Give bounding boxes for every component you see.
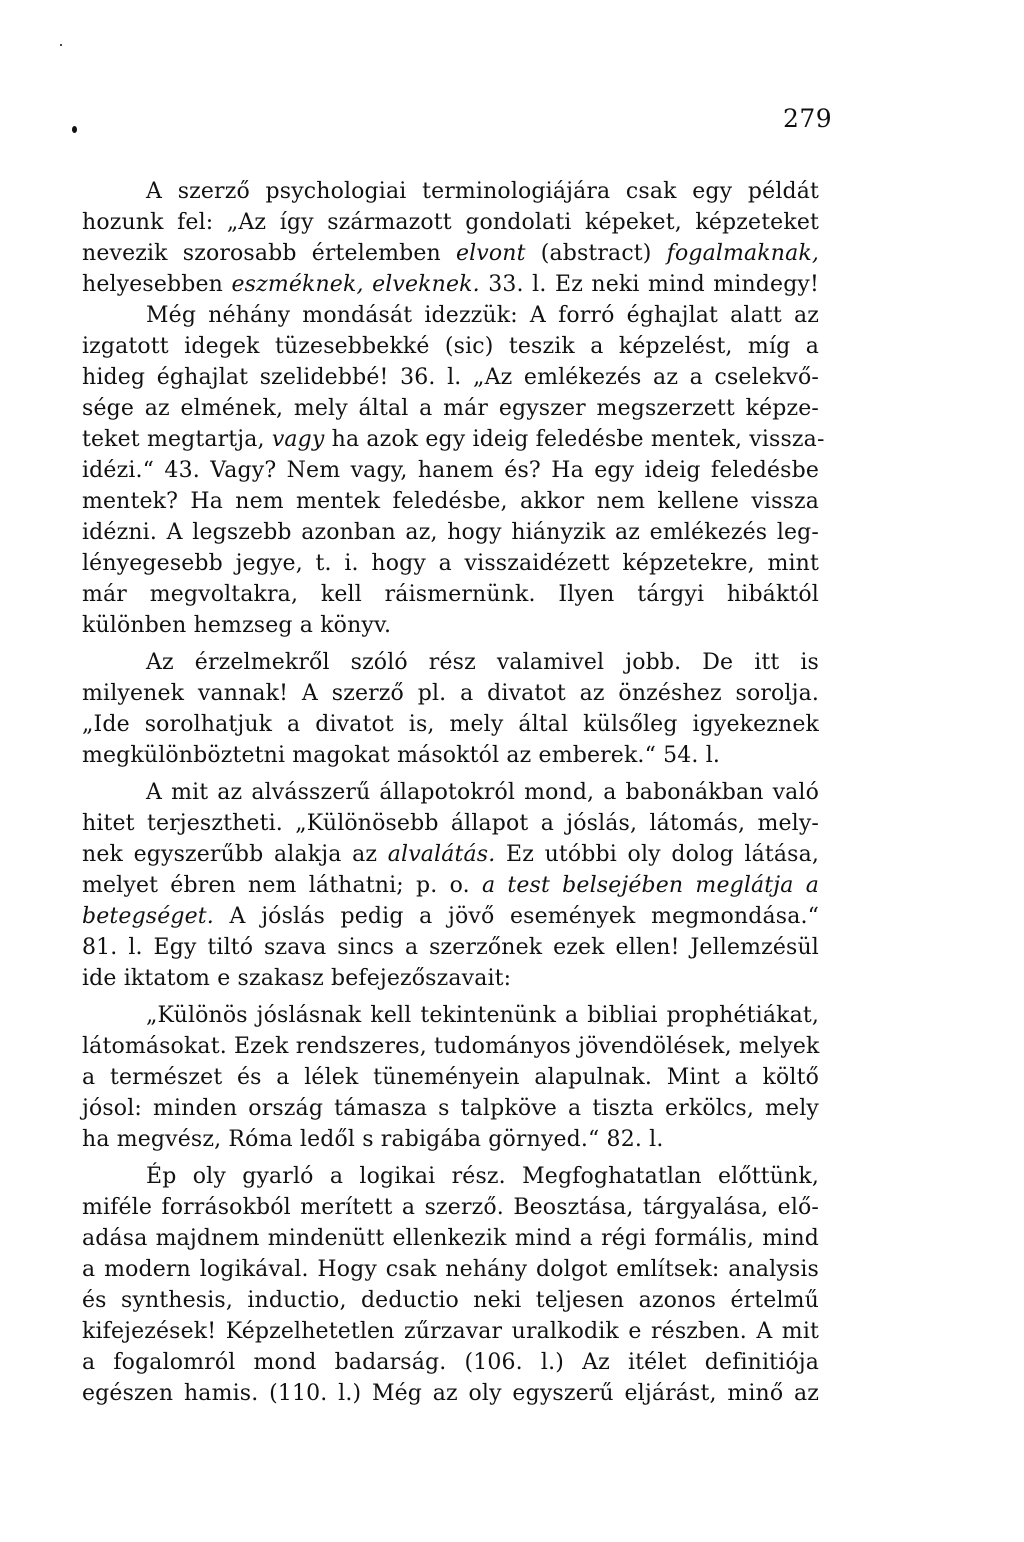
text-line: [82, 517, 819, 548]
text-segment: Még néhány mondását idezzük: A forró éghajlat alatt az: [146, 303, 819, 328]
text-line: [82, 1031, 819, 1062]
text-line: [82, 300, 819, 331]
text-segment: ha megvész, Róma ledől s rabigába görnyed.“ 82. l.: [82, 1127, 664, 1152]
text-segment: egészen hamis. (110. l.) Még az oly egyszerű eljárást, minő az: [82, 1381, 819, 1406]
text-segment: és synthesis, inductio, deductio neki teljesen azonos értelmű: [82, 1288, 819, 1313]
text-segment: 81. l. Egy tiltó szava sincs a szerzőnek ezek ellen! Jellemzésül: [82, 935, 819, 960]
text-line: [82, 1000, 819, 1031]
text-line: [82, 1285, 819, 1316]
text-line: [82, 207, 819, 238]
text-line: [82, 808, 819, 839]
text-segment: A szerző psychologiai terminologiájára csak egy példát: [146, 179, 819, 204]
text-segment: hozunk fel: „Az így származott gondolati képeket, képzeteket: [82, 210, 819, 235]
text-line: [82, 1161, 819, 1192]
text-segment: már megvoltakra, kell ráismernünk. Ilyen tárgyi hibáktól: [82, 582, 819, 607]
text-line: [82, 839, 819, 870]
text-segment: ide iktatom e szakasz befejezőszavait:: [82, 966, 512, 991]
italic-text: fogalmaknak,: [666, 241, 819, 266]
text-line: [82, 455, 819, 486]
text-line: [82, 579, 819, 610]
text-segment: Az érzelmekről szóló rész valamivel jobb. De itt is: [146, 650, 819, 675]
text-segment: 33. l. Ez neki mind mindegy!: [479, 272, 819, 297]
print-speck: [72, 126, 77, 133]
text-segment: izgatott idegek tüzesebbekké (sic) teszik a képzelést, míg a: [82, 334, 819, 359]
text-line: [82, 1223, 819, 1254]
text-line: [82, 709, 819, 740]
text-segment: „Különös jóslásnak kell tekintenünk a bibliai prophétiákat,: [146, 1003, 819, 1028]
text-line: [82, 1347, 819, 1378]
text-line: [82, 362, 819, 393]
italic-text: betegséget.: [82, 904, 214, 929]
text-line: [82, 678, 819, 709]
text-segment: a modern logikával. Hogy csak nehány dolgot említsek: analysis: [82, 1257, 819, 1282]
text-segment: megkülönböztetni magokat másoktól az emberek.“ 54. l.: [82, 743, 721, 768]
text-segment: mentek? Ha nem mentek feledésbe, akkor nem kellene vissza: [82, 489, 819, 514]
text-line: [82, 331, 819, 362]
text-line: [82, 548, 819, 579]
text-line: [82, 963, 819, 994]
text-segment: látomásokat. Ezek rendszeres, tudományos jövendölések, melyek: [82, 1034, 820, 1059]
text-segment: hitet terjesztheti. „Különösebb állapot a jóslás, látomás, mely-: [82, 811, 819, 836]
text-line: [82, 393, 819, 424]
text-segment: idézni. A legszebb azonban az, hogy hiányzik az emlékezés leg-: [82, 520, 819, 545]
text-segment: lényegesebb jegye, t. i. hogy a visszaidézett képzetekre, mint: [82, 551, 819, 576]
text-segment: helyesebben: [82, 272, 232, 297]
text-segment: a természet és a lélek tüneményein alapulnak. Mint a költő: [82, 1065, 819, 1090]
text-line: [82, 238, 819, 269]
text-segment: teket megtartja,: [82, 427, 272, 452]
text-segment: milyenek vannak! A szerző pl. a divatot az önzéshez sorolja.: [82, 681, 819, 706]
text-line: [82, 424, 825, 455]
text-segment: kifejezések! Képzelhetetlen zűrzavar uralkodik e részben. A mit: [82, 1319, 819, 1344]
text-segment: a fogalomról mond badarság. (106. l.) Az itélet definitiója: [82, 1350, 819, 1375]
text-segment: Ez utóbbi oly dolog látása,: [495, 842, 819, 867]
text-segment: ha azok egy ideig feledésbe mentek, vissza-: [324, 427, 825, 452]
text-line: [82, 1093, 819, 1124]
text-segment: miféle forrásokból merített a szerző. Beosztása, tárgyalása, elő-: [82, 1195, 819, 1220]
italic-text: a test belsejében meglátja a: [481, 873, 819, 898]
text-line: [82, 1124, 819, 1155]
page-number: 279: [783, 104, 833, 133]
text-segment: sége az elmének, mely által a már egyszer megszerzett képze-: [82, 396, 819, 421]
text-line: [82, 1316, 819, 1347]
text-segment: idézi.“ 43. Vagy? Nem vagy, hanem és? Ha egy ideig feledésbe: [82, 458, 819, 483]
text-segment: különben hemzseg a könyv.: [82, 613, 392, 638]
text-line: [82, 777, 819, 808]
italic-text: elvont: [455, 241, 526, 266]
italic-text: vagy: [271, 427, 325, 452]
text-line: [82, 647, 819, 678]
text-line: [82, 269, 819, 300]
text-segment: nevezik szorosabb értelemben: [82, 241, 456, 266]
text-segment: melyet ébren nem láthatni; p. o.: [82, 873, 482, 898]
text-segment: „Ide sorolhatjuk a divatot is, mely által külsőleg igyekeznek: [82, 712, 819, 737]
text-line: [82, 610, 819, 641]
text-line: [82, 1378, 819, 1409]
print-speck: [60, 44, 62, 46]
text-line: [82, 901, 819, 932]
text-line: [82, 486, 819, 517]
text-line: [82, 870, 819, 901]
text-segment: adása majdnem mindenütt ellenkezik mind a régi formális, mind: [82, 1226, 819, 1251]
text-segment: jósol: minden ország támasza s talpköve a tiszta erkölcs, mely: [82, 1096, 819, 1121]
text-line: [82, 740, 819, 771]
text-line: [82, 1192, 819, 1223]
text-segment: nek egyszerűbb alakja az: [82, 842, 388, 867]
text-line: [82, 1062, 819, 1093]
body-text: [82, 176, 825, 1409]
italic-text: eszméknek, elveknek.: [231, 272, 480, 297]
text-line: [82, 932, 819, 963]
text-segment: Ép oly gyarló a logikai rész. Megfoghatatlan előttünk,: [146, 1164, 819, 1189]
italic-text: alvalátás.: [387, 842, 496, 867]
text-segment: A jóslás pedig a jövő események megmondása.“: [213, 904, 819, 929]
text-line: [82, 1254, 819, 1285]
text-segment: hideg éghajlat szelidebbé! 36. l. „Az emlékezés az a cselekvő-: [82, 365, 819, 390]
text-segment: A mit az alvásszerű állapotokról mond, a babonákban való: [146, 780, 819, 805]
text-line: [82, 176, 819, 207]
text-segment: (abstract): [525, 241, 667, 266]
